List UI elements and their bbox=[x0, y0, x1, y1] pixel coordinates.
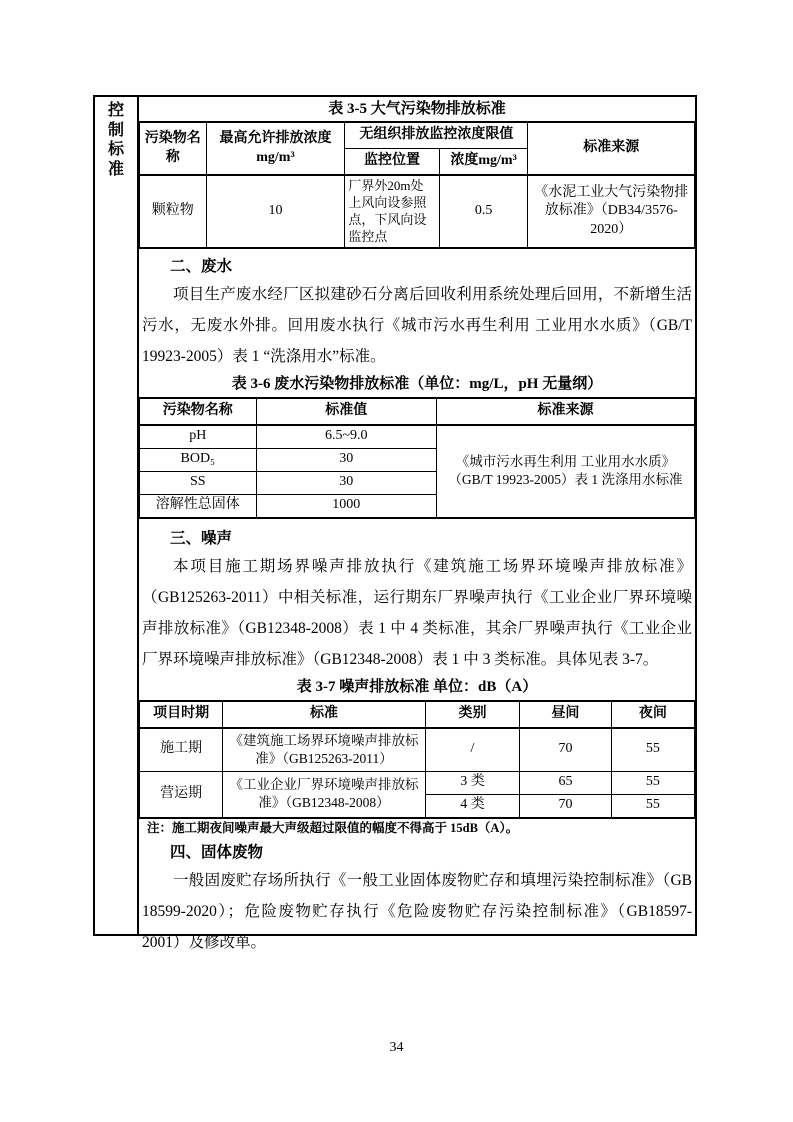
table-3-6-caption: 表 3-6 废水污染物排放标准（单位：mg/L，pH 无量纲） bbox=[231, 375, 603, 392]
table-3-7-note: 注：施工期夜间噪声最大声级超过限值的幅度不得高于 15dB（A）。 bbox=[147, 820, 519, 835]
header-monitoring-position: 监控位置 bbox=[345, 149, 439, 176]
table-row bbox=[140, 728, 695, 772]
cell-value-tds: 1000 bbox=[256, 494, 436, 518]
table-3-5-caption: 表 3-5 大气污染物排放标准 bbox=[328, 101, 506, 117]
cell-class3-daytime: 65 bbox=[520, 771, 612, 794]
content-cell bbox=[139, 97, 695, 951]
cell-value-ph: 6.5~9.0 bbox=[256, 425, 436, 449]
header-max-allowed-concentration: 最高允许排放浓度mg/m³ bbox=[206, 122, 345, 175]
cell-concentration: 0.5 bbox=[439, 175, 528, 248]
table-3-7-caption: 表 3-7 噪声排放标准 单位：dB（A） bbox=[296, 678, 538, 695]
header-standard: 标准 bbox=[223, 701, 426, 728]
cell-operation-standard: 《工业企业厂界环境噪声排放标准》（GB12348-2008） bbox=[223, 771, 426, 818]
table-3-6-wastewater-standards bbox=[139, 397, 695, 519]
cell-class3-nighttime: 55 bbox=[611, 771, 694, 794]
section-heading-wastewater: 二、废水 bbox=[170, 257, 233, 275]
header-fugitive-emission-limit: 无组织排放监控浓度限值 bbox=[345, 122, 528, 149]
section-heading-noise: 三、噪声 bbox=[170, 529, 233, 547]
table-row bbox=[140, 771, 695, 794]
cell-pollutant: 颗粒物 bbox=[140, 175, 207, 248]
cell-period-construction: 施工期 bbox=[140, 728, 223, 772]
header-pollutant-name: 污染物名称 bbox=[140, 398, 257, 425]
wastewater-paragraph: 项目生产废水经厂区拟建砂石分离后回收利用系统处理后回用，不新增生活污水，无废水外排。回用废水执行《城市污水再生利用 工业用水水质》（GB/T 19923-2005）表 1 “洗涤用水”标准。 bbox=[142, 285, 692, 365]
table-3-7-noise-standards bbox=[139, 700, 695, 819]
cell-max-concentration: 10 bbox=[206, 175, 345, 248]
solid-waste-paragraph: 一般固废贮存场所执行《一般工业固体废物贮存和填埋污染控制标准》（GB 18599-2020）；危险废物贮存执行《危险废物贮存污染控制标准》（GB18597-2001）及修改单。 bbox=[142, 871, 692, 951]
row-header-cell bbox=[95, 97, 139, 934]
cell-value-ss: 30 bbox=[256, 471, 436, 494]
table-row bbox=[140, 425, 695, 449]
section-heading-solid-waste: 四、固体废物 bbox=[170, 843, 264, 861]
table-row bbox=[140, 398, 695, 425]
cell-standard-source: 《水泥工业大气污染物排放标准》（DB34/3576-2020） bbox=[528, 175, 695, 248]
cell-construction-category: / bbox=[425, 728, 519, 772]
noise-paragraph: 本项目施工期场界噪声排放执行《建筑施工场界环境噪声排放标准》（GB125263-2011）中相关标准，运行期东厂界噪声执行《工业企业厂界环境噪声排放标准》（GB12348-2008）表 1 中 4 类标准，其余厂界噪声执行《工业企业厂界环境噪声排放标准》（GB12348-2008）表 1 中 3 类标准。具体见表 3-7。 bbox=[142, 557, 692, 668]
table-3-5-air-emission-standards bbox=[139, 121, 695, 249]
cell-value-bod5: 30 bbox=[256, 448, 436, 471]
cell-pollutant-bod5: BOD₅ bbox=[140, 448, 257, 471]
header-standard-source: 标准来源 bbox=[528, 122, 695, 175]
header-nighttime: 夜间 bbox=[611, 701, 694, 728]
cell-construction-standard: 《建筑施工场界环境噪声排放标准》（GB125263-2011） bbox=[223, 728, 426, 772]
cell-period-operation: 营运期 bbox=[140, 771, 223, 818]
header-standard-value: 标准值 bbox=[256, 398, 436, 425]
cell-pollutant-ss: SS bbox=[140, 471, 257, 494]
cell-class4-category: 4 类 bbox=[425, 794, 519, 818]
header-pollutant-name: 污染物名称 bbox=[140, 122, 207, 175]
table-row bbox=[140, 701, 695, 728]
header-category: 类别 bbox=[425, 701, 519, 728]
header-concentration: 浓度mg/m³ bbox=[439, 149, 528, 176]
cell-standard-source: 《城市污水再生利用 工业用水水质》（GB/T 19923-2005）表 1 洗涤用水标准 bbox=[436, 425, 694, 518]
cell-class4-nighttime: 55 bbox=[611, 794, 694, 818]
header-daytime: 昼间 bbox=[520, 701, 612, 728]
table-row bbox=[140, 122, 695, 149]
cell-class4-daytime: 70 bbox=[520, 794, 612, 818]
control-standards-box bbox=[93, 95, 697, 951]
cell-construction-daytime: 70 bbox=[520, 728, 612, 772]
header-project-period: 项目时期 bbox=[140, 701, 223, 728]
row-header-label: 控制标准 bbox=[107, 102, 124, 178]
header-standard-source: 标准来源 bbox=[436, 398, 694, 425]
cell-pollutant-tds: 溶解性总固体 bbox=[140, 494, 257, 518]
page-number: 34 bbox=[389, 1040, 404, 1055]
cell-construction-nighttime: 55 bbox=[611, 728, 694, 772]
table-row bbox=[140, 175, 695, 248]
cell-pollutant-ph: pH bbox=[140, 425, 257, 449]
cell-class3-category: 3 类 bbox=[425, 771, 519, 794]
cell-monitoring-position: 厂界外20m处上风向设参照点，下风向设监控点 bbox=[345, 175, 439, 248]
